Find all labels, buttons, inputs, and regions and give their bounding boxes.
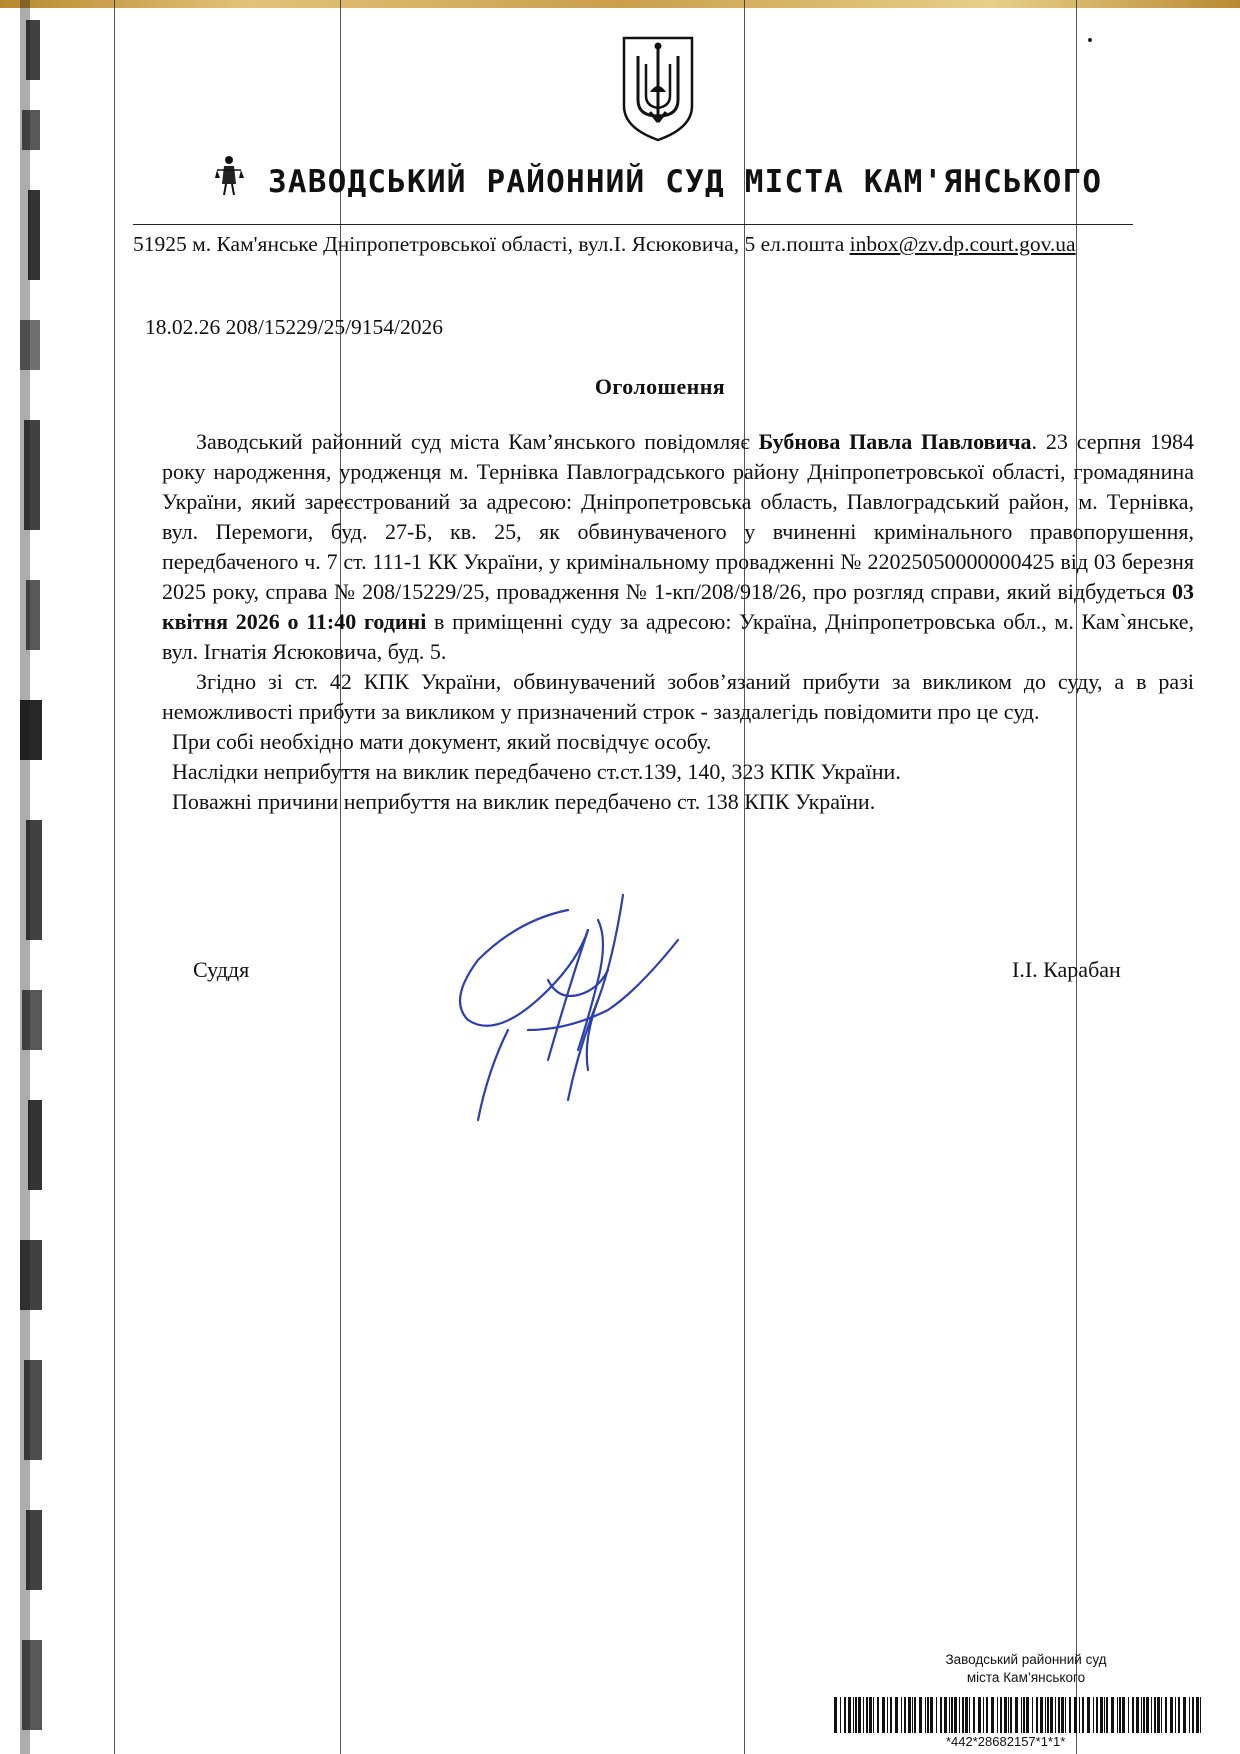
barcode-number: *442*28682157*1*1* — [946, 1734, 1066, 1749]
barcode-bar — [877, 1697, 879, 1733]
barcode-bar — [1132, 1697, 1134, 1733]
barcode-bar — [927, 1697, 929, 1733]
barcode-bar — [1170, 1697, 1173, 1733]
barcode-bar — [1104, 1697, 1105, 1733]
header-divider — [133, 224, 1133, 225]
hearing-datetime: 03 квітня 2026 о 11:40 годині — [162, 579, 1194, 634]
scan-top-stain — [0, 0, 1240, 8]
barcode-bar — [954, 1697, 957, 1733]
ukraine-coat-of-arms-icon — [620, 34, 696, 142]
paragraph-identity-document: При собі необхідно мати документ, який посвідчує особу. — [172, 729, 712, 754]
barcode-bar — [1111, 1697, 1114, 1733]
barcode-bar — [1000, 1697, 1002, 1733]
barcode-bar — [1200, 1697, 1201, 1733]
barcode-bar — [866, 1697, 868, 1733]
barcode-bar — [1040, 1697, 1043, 1733]
scan-fold-line — [744, 0, 745, 1754]
barcode-bar — [901, 1697, 902, 1733]
barcode-bar — [1079, 1697, 1080, 1733]
barcode-bar — [973, 1697, 975, 1733]
barcode-bar — [949, 1697, 950, 1733]
barcode-bar — [925, 1697, 926, 1733]
barcode-bar — [869, 1697, 872, 1733]
barcode-bar — [1161, 1697, 1162, 1733]
barcode-bar — [1008, 1697, 1009, 1733]
court-email-link[interactable]: inbox@zv.dp.court.gov.ua — [849, 232, 1076, 256]
barcode-bar — [944, 1697, 947, 1733]
barcode-bar — [1023, 1697, 1025, 1733]
signer-name: І.І. Карабан — [1012, 957, 1121, 982]
document-reference: 18.02.26 208/15229/25/9154/2026 — [145, 315, 444, 339]
barcode-bar — [1128, 1697, 1129, 1733]
barcode-bar — [1178, 1697, 1180, 1733]
scan-fold-line — [114, 0, 115, 1754]
barcode-bar — [983, 1697, 984, 1733]
paragraph-valid-reasons: Поважні причини неприбуття на виклик передбачено ст. 138 КПК України. — [172, 789, 876, 814]
barcode-bar — [1004, 1697, 1007, 1733]
barcode-bar — [936, 1697, 937, 1733]
barcode-image — [834, 1697, 1204, 1733]
barcode-bar — [1143, 1697, 1145, 1733]
barcode-bar — [997, 1697, 998, 1733]
barcode-bar — [1093, 1697, 1094, 1733]
barcode-bar — [1192, 1697, 1194, 1733]
barcode-bar — [1157, 1697, 1160, 1733]
barcode-bar — [1100, 1697, 1103, 1733]
barcode-bar — [959, 1697, 960, 1733]
barcode-bar — [853, 1697, 854, 1733]
barcode-bar — [914, 1697, 916, 1733]
barcode-bar — [1165, 1697, 1167, 1733]
barcode-bar — [844, 1697, 846, 1733]
barcode-bar — [1032, 1697, 1033, 1733]
signer-role: Суддя — [193, 957, 250, 982]
barcode-bar — [1010, 1697, 1012, 1733]
scan-fold-line — [1076, 0, 1077, 1754]
barcode-bar — [873, 1697, 874, 1733]
scan-left-edge-noise — [14, 0, 48, 1754]
barcode-bar — [1136, 1697, 1139, 1733]
paragraph-consequences: Наслідки неприбуття на виклик передбачено ст.ст.139, 140, 323 КПК України. — [172, 759, 901, 784]
barcode-bar — [1175, 1697, 1176, 1733]
barcode-bar — [1141, 1697, 1142, 1733]
barcode-bar — [986, 1697, 988, 1733]
barcode-bar — [1106, 1697, 1108, 1733]
barcode-bar — [1189, 1697, 1190, 1733]
barcode-bar — [895, 1697, 898, 1733]
barcode-bar — [1015, 1697, 1018, 1733]
court-address — [133, 232, 1076, 257]
barcode-bar — [930, 1697, 933, 1733]
barcode-bar — [912, 1697, 913, 1733]
barcode-bar — [1117, 1697, 1118, 1733]
barcode-bar — [962, 1697, 964, 1733]
barcode-bar — [1082, 1697, 1084, 1733]
barcode-bar — [969, 1697, 970, 1733]
barcode-bar — [1146, 1697, 1149, 1733]
barcode-bar — [1122, 1697, 1125, 1733]
barcode-bar — [1183, 1697, 1186, 1733]
barcode-bar — [1055, 1697, 1056, 1733]
paragraph-summons: Заводський районний суд міста Кам’янського повідомляє Бубнова Павла Павловича. 23 серпня 1984 року народження, уродженця м. Тернівка Павлоградського району Дніпропетровської області, громадянина України, який зареєстрований за адресою: Дніпропетровська область, Павлоградський район, м. Тернівка, вул. Перемоги, буд. 27-Б, кв. 25, як обвинуваченого у вчиненні кримінального правопорушення, передбаченого ч. 7 ст. 111-1 КК України, у кримінальному провадженні № 22025050000000425 від 03 березня 2025 року, справа № 208/15229/25, провадження № 1-кп/208/918/26, про розгляд справи, який відбудеться 03 квітня 2026 о 11:40 годині в приміщенні суду за адресою: Україна, Дніпропетровська обл., м. Кам`янське, вул. Ігнатія Ясюковича, буд. 5. — [162, 429, 1195, 664]
barcode-bar — [840, 1697, 841, 1733]
barcode-bar — [1096, 1697, 1098, 1733]
barcode-bar — [1074, 1697, 1077, 1733]
barcode-bar — [848, 1697, 851, 1733]
barcode-bar — [965, 1697, 968, 1733]
announcement-body — [162, 427, 1194, 817]
themis-justice-icon — [214, 154, 244, 196]
barcode-bar — [978, 1697, 981, 1733]
barcode-bar — [1061, 1697, 1064, 1733]
barcode-bar — [890, 1697, 892, 1733]
barcode-bar — [991, 1697, 994, 1733]
barcode-bar — [1119, 1697, 1121, 1733]
barcode-bar — [887, 1697, 888, 1733]
barcode-bar — [863, 1697, 864, 1733]
barcode-bar — [1069, 1697, 1071, 1733]
paragraph-obligation: Згідно зі ст. 42 КПК України, обвинувачений зобов’язаний прибути за викликом до суду, а в разі неможливості прибути за викликом у призначений строк - заздалегідь повідомити про це суд. — [162, 669, 1194, 724]
barcode-bar — [1154, 1697, 1156, 1733]
scan-speck — [1088, 38, 1092, 42]
stamp-court-line1: Заводський районний суд — [945, 1652, 1107, 1667]
barcode-bar — [855, 1697, 857, 1733]
barcode-bar — [1087, 1697, 1090, 1733]
barcode-bar — [1065, 1697, 1066, 1733]
barcode-bar — [858, 1697, 861, 1733]
document-title: Оголошення — [594, 374, 726, 399]
barcode-bar — [1045, 1697, 1046, 1733]
defendant-name: Бубнова Павла Павловича — [758, 429, 1032, 454]
barcode-bar — [1151, 1697, 1152, 1733]
barcode-bar — [882, 1697, 885, 1733]
barcode-bar — [1058, 1697, 1060, 1733]
barcode-bar — [908, 1697, 911, 1733]
barcode-bar — [951, 1697, 953, 1733]
barcode-bar — [1021, 1697, 1022, 1733]
barcode-bar — [940, 1697, 942, 1733]
barcode-bar — [1050, 1697, 1053, 1733]
handwritten-signature — [448, 880, 708, 1130]
barcode-bar — [834, 1697, 837, 1733]
barcode-bar — [1026, 1697, 1029, 1733]
address-text: 51925 м. Кам'янське Дніпропетровської області, вул.І. Ясюковича, 5 ел.пошта — [133, 232, 850, 256]
stamp-court-line2: міста Кам’янського — [966, 1670, 1086, 1685]
barcode-bar — [1196, 1697, 1199, 1733]
court-name-heading: ЗАВОДСЬКИЙ РАЙОННИЙ СУД МІСТА КАМ'ЯНСЬКОГО — [268, 164, 1103, 200]
barcode-bar — [1047, 1697, 1049, 1733]
barcode-bar — [904, 1697, 906, 1733]
barcode-bar — [1036, 1697, 1038, 1733]
barcode-bar — [919, 1697, 922, 1733]
scan-fold-line — [340, 0, 341, 1754]
